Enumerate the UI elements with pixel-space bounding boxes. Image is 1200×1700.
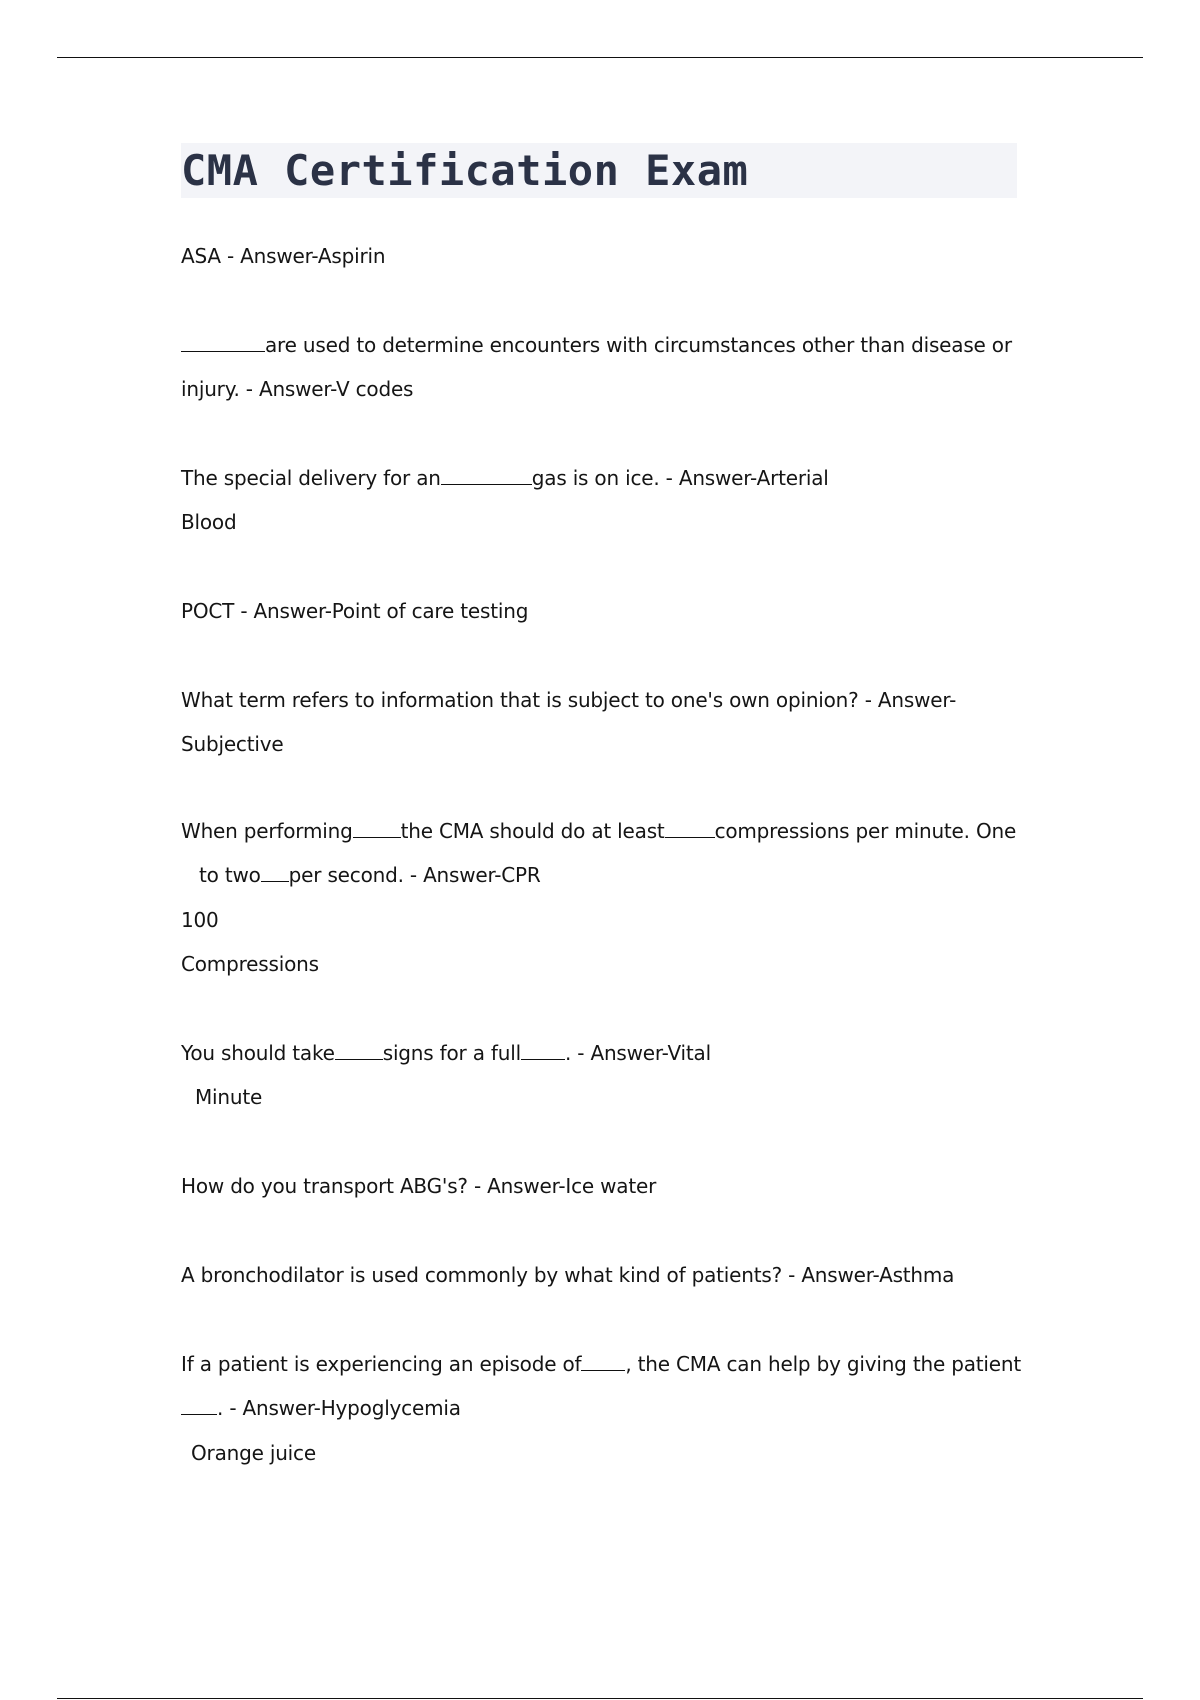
qa-text: gas is on ice. - Answer-Arterial [531, 466, 829, 490]
qa-text: injury. - Answer-V codes [181, 377, 414, 401]
qa-item-cpr [181, 818, 1016, 844]
qa-item-subjective-cont [181, 731, 283, 757]
qa-text: to two [199, 863, 261, 887]
fill-blank [665, 819, 715, 838]
qa-item-v-codes-cont [181, 376, 413, 402]
qa-item-abg [181, 1173, 656, 1199]
qa-item-subjective [181, 687, 956, 713]
qa-text: What term refers to information that is subject to one's own opinion? - Answer- [181, 688, 957, 712]
qa-text: Orange juice [191, 1441, 316, 1465]
qa-text: are used to determine encounters with circumstances other than disease or [265, 333, 1012, 357]
page-title: CMA Certification Exam [181, 146, 749, 195]
qa-text: The special delivery for an [181, 466, 441, 490]
fill-blank [581, 1352, 625, 1371]
fill-blank [181, 333, 265, 352]
fill-blank [353, 819, 401, 838]
qa-item-cpr-answer-3 [181, 951, 319, 977]
qa-text: per second. - Answer-CPR [288, 863, 541, 887]
qa-text: If a patient is experiencing an episode of [181, 1352, 582, 1376]
footer-rule [57, 1698, 1143, 1699]
qa-text: Blood [181, 510, 237, 534]
qa-text: , the CMA can help by giving the patient [625, 1352, 1021, 1376]
qa-item-vital-cont [195, 1084, 262, 1110]
qa-text: signs for a full [382, 1041, 521, 1065]
qa-item-cpr-answer-2 [181, 907, 219, 933]
qa-text: Subjective [181, 732, 284, 756]
qa-item-hypoglycemia-answer-2 [191, 1440, 316, 1466]
qa-item-poct [181, 598, 528, 624]
fill-blank [181, 1396, 217, 1415]
fill-blank [335, 1041, 383, 1060]
qa-item-asa [181, 243, 385, 269]
qa-text: POCT - Answer-Point of care testing [181, 599, 529, 623]
qa-text: How do you transport ABG's? - Answer-Ice water [181, 1174, 657, 1198]
qa-item-hypoglycemia [181, 1351, 1021, 1377]
fill-blank [441, 466, 532, 485]
qa-text: ASA - Answer-Aspirin [181, 244, 386, 268]
qa-text: A bronchodilator is used commonly by what kind of patients? - Answer-Asthma [181, 1263, 955, 1287]
qa-text: compressions per minute. One [714, 819, 1017, 843]
qa-text: Compressions [181, 952, 319, 976]
qa-item-bronchodilator [181, 1262, 954, 1288]
qa-item-hypoglycemia-cont [181, 1395, 461, 1421]
qa-item-cpr-cont [199, 862, 541, 888]
qa-text: . - Answer-Hypoglycemia [217, 1396, 461, 1420]
qa-text: . - Answer-Vital [564, 1041, 711, 1065]
fill-blank [261, 863, 289, 882]
qa-item-arterial-blood-cont [181, 509, 236, 535]
qa-item-vital [181, 1040, 711, 1066]
qa-item-v-codes [181, 332, 1012, 358]
qa-text: Minute [195, 1085, 263, 1109]
qa-text: the CMA should do at least [400, 819, 665, 843]
header-rule [57, 57, 1143, 58]
fill-blank [521, 1041, 565, 1060]
qa-text: 100 [181, 908, 219, 932]
qa-text: When performing [181, 819, 353, 843]
qa-text: You should take [181, 1041, 335, 1065]
qa-item-arterial-blood [181, 465, 829, 491]
